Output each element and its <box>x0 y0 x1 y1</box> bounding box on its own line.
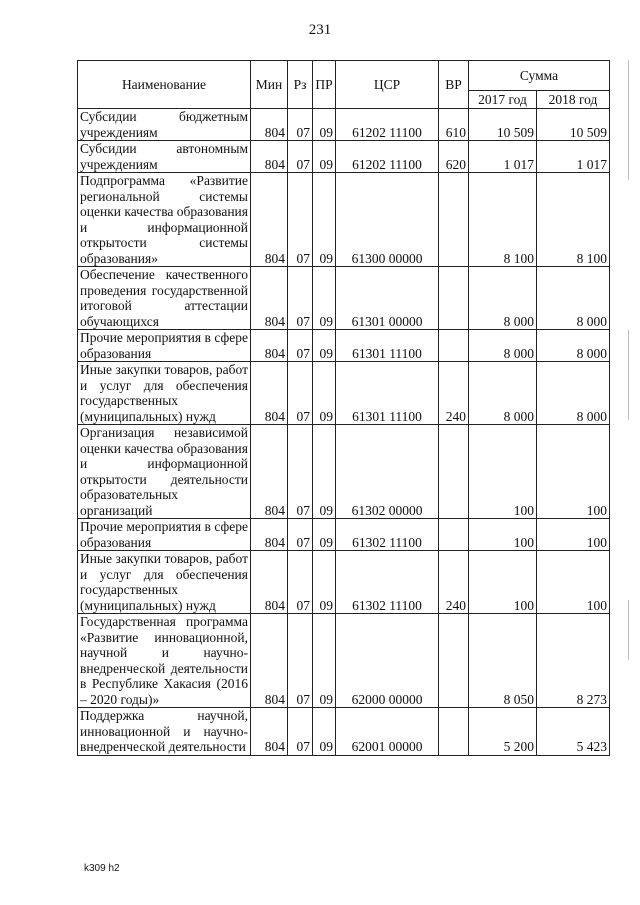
cell-y2017: 10 509 <box>469 109 537 141</box>
cell-min: 804 <box>251 330 288 362</box>
footer-code: k309 h2 <box>84 863 120 874</box>
budget-table <box>77 60 610 756</box>
cell-pr: 09 <box>313 362 336 425</box>
cell-csr: 61301 11100 <box>336 330 439 362</box>
cell-y2017: 100 <box>469 519 537 551</box>
cell-y2018: 100 <box>537 551 610 614</box>
cell-vr <box>439 267 469 330</box>
cell-vr: 610 <box>439 109 469 141</box>
cell-vr <box>439 425 469 519</box>
cell-y2017: 8 050 <box>469 614 537 708</box>
cell-pr: 09 <box>313 519 336 551</box>
cell-y2018: 10 509 <box>537 109 610 141</box>
scan-edge-mark <box>628 600 629 660</box>
cell-min: 804 <box>251 362 288 425</box>
cell-y2017: 8 000 <box>469 267 537 330</box>
cell-min: 804 <box>251 173 288 267</box>
cell-min: 804 <box>251 519 288 551</box>
cell-min: 804 <box>251 109 288 141</box>
cell-csr: 61202 11100 <box>336 109 439 141</box>
table-row <box>78 551 610 614</box>
cell-csr: 61301 00000 <box>336 267 439 330</box>
header-sum: Сумма <box>469 61 610 91</box>
table-row <box>78 519 610 551</box>
cell-y2018: 8 273 <box>537 614 610 708</box>
table-row <box>78 109 610 141</box>
cell-y2017: 5 200 <box>469 708 537 756</box>
cell-y2017: 100 <box>469 425 537 519</box>
header-csr: ЦСР <box>336 61 439 109</box>
cell-pr: 09 <box>313 425 336 519</box>
cell-min: 804 <box>251 614 288 708</box>
cell-pr: 09 <box>313 330 336 362</box>
cell-rz: 07 <box>288 551 313 614</box>
cell-vr <box>439 708 469 756</box>
table-header <box>78 61 610 109</box>
cell-name: Подпрограмма «Развитие региональной системы оценки качества образования и информационной открытости системы образования» <box>78 173 251 267</box>
cell-pr: 09 <box>313 141 336 173</box>
header-name: Наименование <box>78 61 251 109</box>
cell-vr: 620 <box>439 141 469 173</box>
cell-csr: 61302 11100 <box>336 551 439 614</box>
table-row <box>78 330 610 362</box>
table-row <box>78 425 610 519</box>
table-row <box>78 141 610 173</box>
cell-rz: 07 <box>288 173 313 267</box>
page-number: 231 <box>308 22 332 38</box>
cell-name: Иные закупки товаров, работ и услуг для обеспечения государственных (муниципальных) нужд <box>78 362 251 425</box>
cell-name: Организация независимой оценки качества образования и информационной открытости деятельности образовательных организаций <box>78 425 251 519</box>
cell-y2018: 100 <box>537 519 610 551</box>
cell-y2017: 100 <box>469 551 537 614</box>
cell-name: Обеспечение качественного проведения государственной итоговой аттестации обучающихся <box>78 267 251 330</box>
cell-pr: 09 <box>313 173 336 267</box>
cell-y2018: 8 000 <box>537 362 610 425</box>
cell-name: Субсидии бюджетным учреждениям <box>78 109 251 141</box>
cell-name: Прочие мероприятия в сфере образования <box>78 330 251 362</box>
cell-vr <box>439 519 469 551</box>
cell-y2018: 8 100 <box>537 173 610 267</box>
cell-name: Субсидии автономным учреждениям <box>78 141 251 173</box>
cell-pr: 09 <box>313 267 336 330</box>
cell-y2018: 1 017 <box>537 141 610 173</box>
cell-name: Государственная программа «Развитие инновационной, научной и научно-внедренческой деятельности в Республике Хакасия (2016 – 2020 годы)» <box>78 614 251 708</box>
cell-min: 804 <box>251 551 288 614</box>
cell-pr: 09 <box>313 109 336 141</box>
cell-rz: 07 <box>288 141 313 173</box>
cell-rz: 07 <box>288 708 313 756</box>
cell-rz: 07 <box>288 614 313 708</box>
cell-rz: 07 <box>288 519 313 551</box>
header-pr: ПР <box>313 61 336 109</box>
cell-csr: 62001 00000 <box>336 708 439 756</box>
header-year-2017: 2017 год <box>469 91 537 109</box>
cell-min: 804 <box>251 708 288 756</box>
cell-pr: 09 <box>313 708 336 756</box>
cell-csr: 61300 00000 <box>336 173 439 267</box>
cell-csr: 61202 11100 <box>336 141 439 173</box>
scan-edge-mark <box>628 60 629 180</box>
cell-csr: 61301 11100 <box>336 362 439 425</box>
header-min: Мин <box>251 61 288 109</box>
header-vr: ВР <box>439 61 469 109</box>
cell-min: 804 <box>251 425 288 519</box>
table-row <box>78 708 610 756</box>
cell-rz: 07 <box>288 425 313 519</box>
cell-rz: 07 <box>288 109 313 141</box>
header-year-2018: 2018 год <box>537 91 610 109</box>
cell-name: Прочие мероприятия в сфере образования <box>78 519 251 551</box>
cell-vr <box>439 330 469 362</box>
cell-vr: 240 <box>439 362 469 425</box>
cell-min: 804 <box>251 267 288 330</box>
cell-rz: 07 <box>288 362 313 425</box>
cell-y2018: 8 000 <box>537 330 610 362</box>
table-row <box>78 362 610 425</box>
cell-pr: 09 <box>313 551 336 614</box>
cell-y2018: 100 <box>537 425 610 519</box>
table-body <box>78 109 610 756</box>
table-row <box>78 267 610 330</box>
cell-pr: 09 <box>313 614 336 708</box>
header-rz: Рз <box>288 61 313 109</box>
cell-name: Иные закупки товаров, работ и услуг для обеспечения государственных (муниципальных) нужд <box>78 551 251 614</box>
cell-rz: 07 <box>288 267 313 330</box>
cell-vr <box>439 614 469 708</box>
cell-vr <box>439 173 469 267</box>
cell-y2018: 8 000 <box>537 267 610 330</box>
cell-vr: 240 <box>439 551 469 614</box>
cell-rz: 07 <box>288 330 313 362</box>
cell-name: Поддержка научной, инновационной и научно-внедренческой деятельности <box>78 708 251 756</box>
cell-y2017: 8 000 <box>469 330 537 362</box>
cell-y2017: 8 100 <box>469 173 537 267</box>
cell-csr: 61302 00000 <box>336 425 439 519</box>
cell-y2017: 8 000 <box>469 362 537 425</box>
table-row <box>78 173 610 267</box>
cell-y2018: 5 423 <box>537 708 610 756</box>
table-row <box>78 614 610 708</box>
cell-min: 804 <box>251 141 288 173</box>
cell-csr: 61302 11100 <box>336 519 439 551</box>
cell-y2017: 1 017 <box>469 141 537 173</box>
cell-csr: 62000 00000 <box>336 614 439 708</box>
scan-edge-mark <box>628 330 629 420</box>
